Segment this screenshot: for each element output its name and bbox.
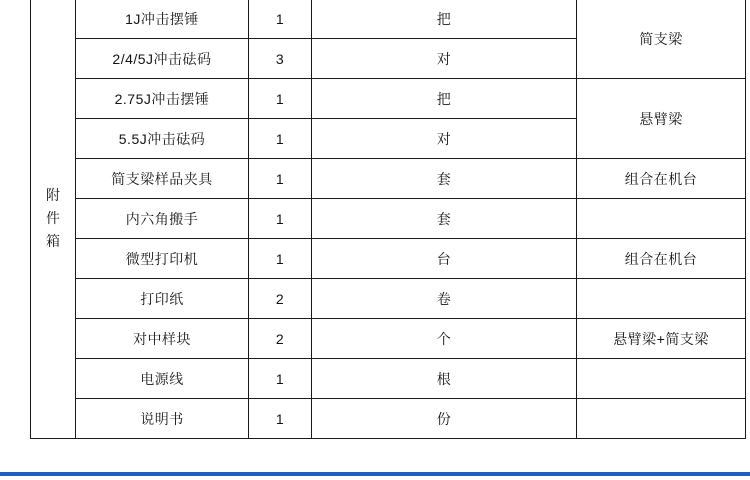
item-note bbox=[577, 279, 746, 319]
item-qty: 1 bbox=[249, 359, 312, 399]
item-qty: 1 bbox=[249, 119, 312, 159]
item-name: 对中样块 bbox=[76, 319, 249, 359]
item-qty: 2 bbox=[249, 279, 312, 319]
table-row bbox=[31, 79, 746, 119]
item-unit: 套 bbox=[312, 159, 577, 199]
item-unit: 台 bbox=[312, 239, 577, 279]
item-name: 2/4/5J冲击砝码 bbox=[76, 39, 249, 79]
item-name: 内六角搬手 bbox=[76, 199, 249, 239]
table-row bbox=[31, 359, 746, 399]
item-qty: 2 bbox=[249, 319, 312, 359]
item-name: 微型打印机 bbox=[76, 239, 249, 279]
item-note: 悬臂梁+简支梁 bbox=[577, 319, 746, 359]
category-label: 附件箱 bbox=[46, 186, 61, 250]
item-unit: 套 bbox=[312, 199, 577, 239]
spec-table-container bbox=[30, 0, 720, 439]
table-row bbox=[31, 319, 746, 359]
item-qty: 1 bbox=[249, 239, 312, 279]
item-note: 组合在机台 bbox=[577, 239, 746, 279]
table-row bbox=[31, 0, 746, 39]
item-name: 简支梁样品夹具 bbox=[76, 159, 249, 199]
table-row bbox=[31, 239, 746, 279]
item-qty: 1 bbox=[249, 399, 312, 439]
table-row bbox=[31, 279, 746, 319]
item-unit: 把 bbox=[312, 0, 577, 39]
item-unit: 份 bbox=[312, 399, 577, 439]
item-name: 1J冲击摆锤 bbox=[76, 0, 249, 39]
item-unit: 对 bbox=[312, 39, 577, 79]
category-cell-accessory-box bbox=[31, 0, 76, 439]
item-note: 悬臂梁 bbox=[577, 79, 746, 159]
item-unit: 个 bbox=[312, 319, 577, 359]
item-unit: 把 bbox=[312, 79, 577, 119]
item-note bbox=[577, 199, 746, 239]
item-qty: 3 bbox=[249, 39, 312, 79]
item-unit: 对 bbox=[312, 119, 577, 159]
item-note: 简支梁 bbox=[577, 0, 746, 79]
table-row bbox=[31, 159, 746, 199]
item-name: 说明书 bbox=[76, 399, 249, 439]
item-note bbox=[577, 399, 746, 439]
table-row bbox=[31, 199, 746, 239]
item-name: 电源线 bbox=[76, 359, 249, 399]
table-row bbox=[31, 399, 746, 439]
item-note: 组合在机台 bbox=[577, 159, 746, 199]
item-unit: 卷 bbox=[312, 279, 577, 319]
footer-accent-rule bbox=[0, 472, 750, 476]
item-note bbox=[577, 359, 746, 399]
item-qty: 1 bbox=[249, 199, 312, 239]
item-qty: 1 bbox=[249, 79, 312, 119]
item-qty: 1 bbox=[249, 0, 312, 39]
item-name: 打印纸 bbox=[76, 279, 249, 319]
item-name: 5.5J冲击砝码 bbox=[76, 119, 249, 159]
item-qty: 1 bbox=[249, 159, 312, 199]
item-name: 2.75J冲击摆锤 bbox=[76, 79, 249, 119]
item-unit: 根 bbox=[312, 359, 577, 399]
accessory-spec-table bbox=[30, 0, 746, 439]
